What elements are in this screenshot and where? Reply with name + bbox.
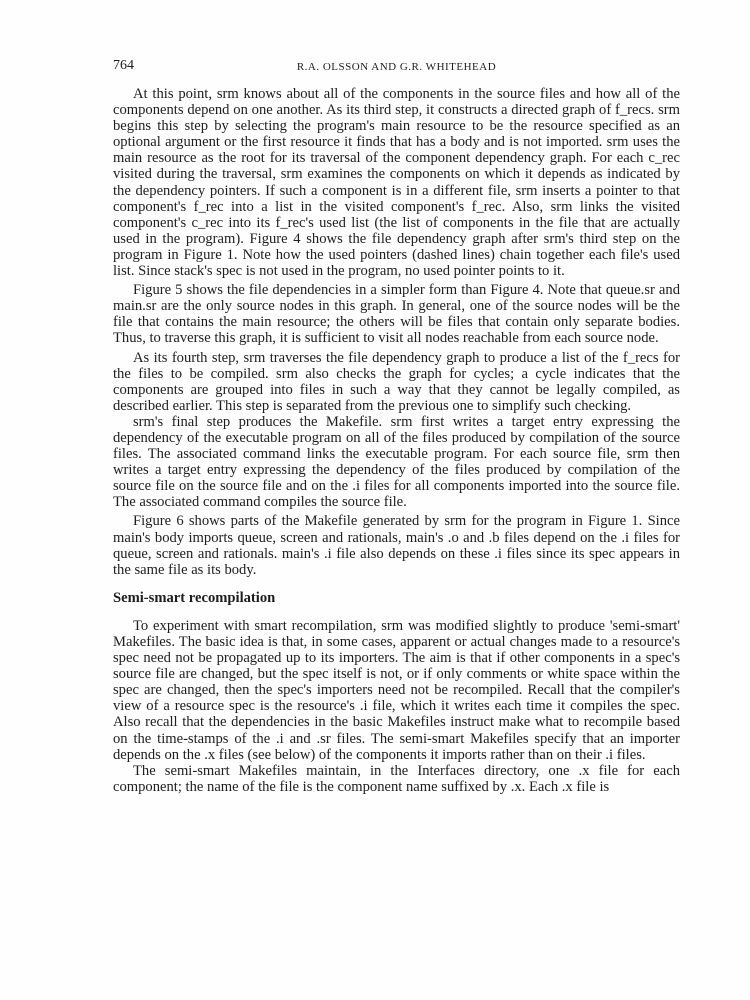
paragraph-final-step: srm's final step produces the Makefile. srm first writes a target entry expressing the dependency of the executable program on all of the files produced by compilation of the source files. The associated command links the executable program. For each source file, srm then writes a target entry expressing the dependency of the files produced by compilation of the source file on the source file and on the .i files for all components imported into the source file. The associated command compiles the source file. [113,413,680,511]
paragraph-figure-6: Figure 6 shows parts of the Makefile generated by srm for the program in Figure 1. Since main's body imports queue, screen and rationals, main's .o and .b files depend on the .i files for queue, screen and rationals. main's .i file also depends on these .i files since its spec appears in the same file as its body. [113,513,680,578]
section-heading: Semi-smart recompilation [113,589,276,606]
paragraph-figure-5: Figure 5 shows the file dependencies in a simpler form than Figure 4. Note that queue.sr and main.sr are the only source nodes in this graph. In general, one of the source nodes will be the file that contains the main resource; the others will be files that contain only separate bodies. Thus, to traverse this graph, it is sufficient to visit all nodes reachable from each source node. [113,282,680,347]
paragraph-semi-smart: To experiment with smart recompilation, srm was modified slightly to produce 'semi-smart' Makefiles. The basic idea is that, in some cases, apparent or actual changes made to a resource's spec need not be propagated up to its importers. The aim is that if other components in a spec's source file are changed, but the spec itself is not, or if only comments or white space within the spec are changed, then the spec's importers need not be recompiled. Recall that the compiler's view of a resource spec is the resource's .i file, which it writes each time it compiles the spec. Also recall that the dependencies in the basic Makefiles instruct make what to recompile based on the time-stamps of the .i and .sr files. The semi-smart Makefiles specify that an importer depends on the .x files (see below) of the components it imports rather than on their .i files. [113,617,680,763]
paragraph-third-step: At this point, srm knows about all of the components in the source files and how all of the components depend on one another. As its third step, it constructs a directed graph of f_recs. srm begins this step by selecting the program's main resource to be the resource specified as an optional argument or the first resource it finds that has a body and is not imported. srm uses the main resource as the root for its traversal of the component dependency graph. For each c_rec visited during the traversal, srm examines the components on which it depends as indicated by the dependency pointers. If such a component is in a different file, srm inserts a pointer to that component's f_rec into a list in the visited component's f_rec. Also, srm links the visited component's c_rec into its f_rec's used list (the list of components in the file that are actually used in the program). Figure 4 shows the file dependency graph after srm's third step on the program in Figure 1. Note how the used pointers (dashed lines) chain together each file's used list. Since stack's spec is not used in the program, no used pointer points to it. [113,86,680,280]
running-head [113,58,680,78]
page-number: 764 [113,58,134,73]
paragraph-interfaces: The semi-smart Makefiles maintain, in the Interfaces directory, one .x file for each component; the name of the file is the component name suffixed by .x. Each .x file is [113,762,680,795]
body-text [113,86,680,795]
paragraph-fourth-step: As its fourth step, srm traverses the file dependency graph to produce a list of the f_recs for the files to be compiled. srm also checks the graph for cycles; a cycle indicates that the components are grouped into files in such a way that they cannot be legally compiled, as described earlier. This step is separated from the previous one to simplify such checking. [113,349,680,414]
running-title: R.A. OLSSON AND G.R. WHITEHEAD [296,61,497,73]
